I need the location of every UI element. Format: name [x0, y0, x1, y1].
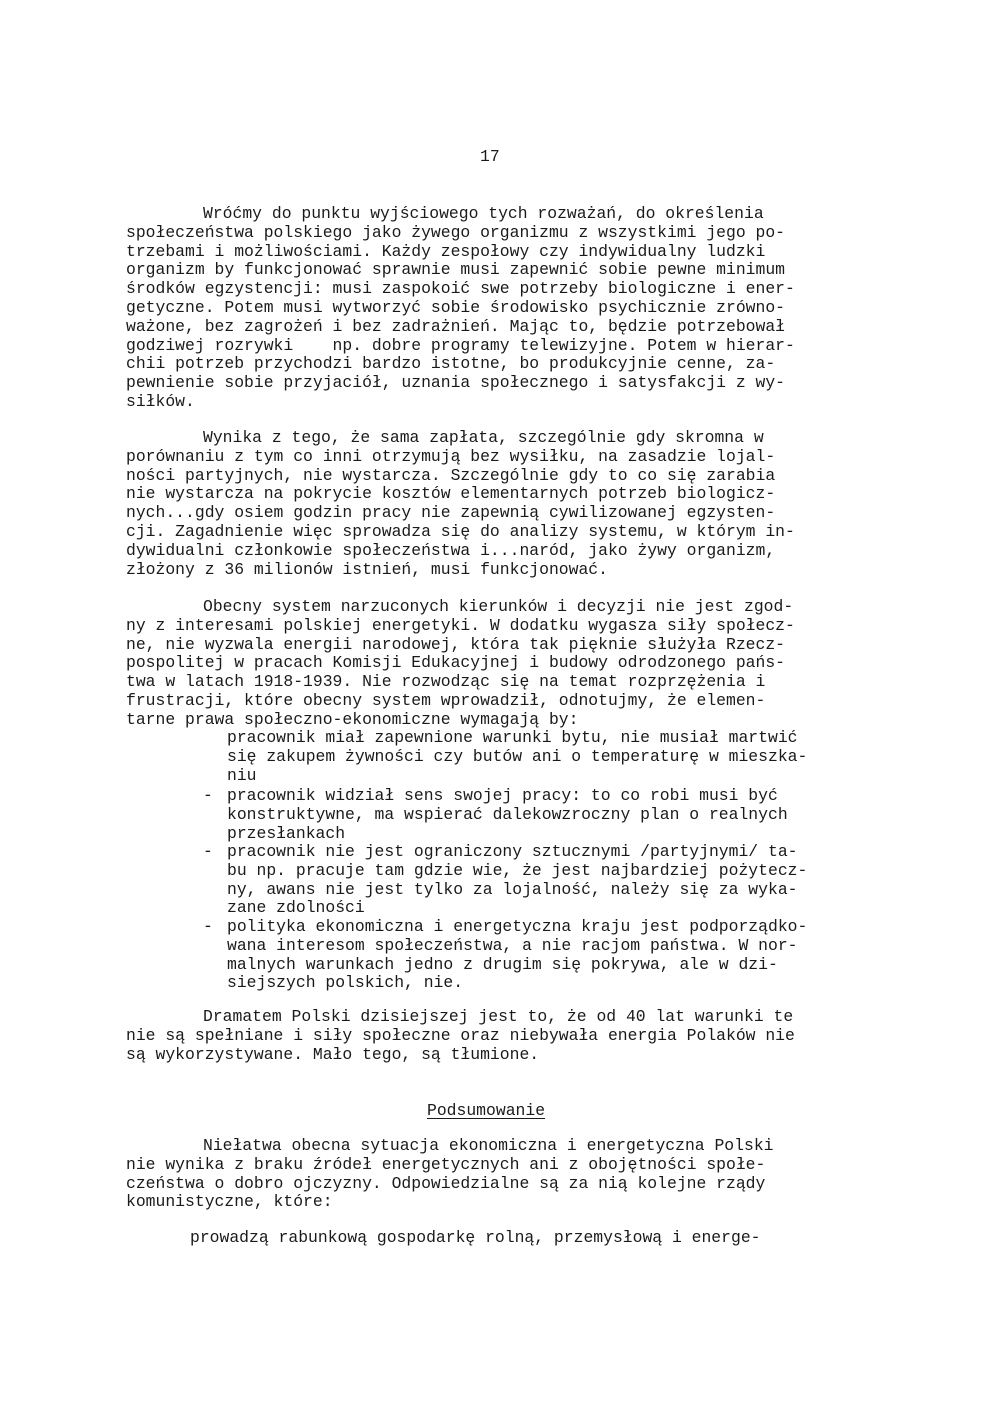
paragraph3-line: ny z interesami polskiej energetyki. W dodatku wygasza siły społecz-	[126, 615, 795, 635]
paragraph3-line: ne, nie wyzwala energii narodowej, która tak pięknie służyła Rzecz-	[126, 634, 786, 654]
list-item-line: bu np. pracuje tam gdzie wie, że jest najbardziej pożytecz-	[227, 860, 808, 880]
list-item-line: przesłankach	[227, 823, 346, 843]
paragraph2-line: ności partyjnych, nie wystarcza. Szczególnie gdy to co się zarabia	[126, 465, 776, 485]
list-item-line: siejszych polskich, nie.	[227, 973, 464, 993]
list-item-line: konstruktywne, ma wspierać dalekowzroczny plan o realnych	[227, 804, 788, 824]
paragraph5-line: Niełatwa obecna sytuacja ekonomiczna i energetyczna Polski	[203, 1136, 774, 1155]
paragraph1-line: siłków.	[126, 392, 195, 411]
list-item-line: polityka ekonomiczna i energetyczna kraju jest podporządko-	[227, 917, 808, 936]
paragraph2-line: dywidualni członkowie społeczeństwa i...naród, jako żywy organizm,	[126, 540, 776, 560]
list-bullet-dash: -	[203, 786, 213, 805]
paragraph5-line: nie wynika z braku źródeł energetycznych ani z obojętności społe-	[126, 1154, 766, 1174]
list-item-line: wana interesom społeczeństwa, a nie racjom państwa. W nor-	[227, 935, 798, 955]
paragraph1-line: ważone, bez zagrożeń i bez zadrażnień. Mając to, będzie potrzebował	[126, 316, 786, 336]
paragraph3-line: frustracji, które obecny system wprowadził, odnotujmy, że elemen-	[126, 691, 766, 710]
paragraph1-line: pewnienie sobie przyjaciół, uznania społecznego i satysfakcji z wy-	[126, 373, 786, 393]
paragraph6-line: prowadzą rabunkową gospodarkę rolną, przemysłową i energe-	[190, 1228, 761, 1247]
paragraph1-line: społeczeństwa polskiego jako żywego organizmu z wszystkimi jego po-	[126, 222, 786, 242]
page-number: 17	[480, 147, 500, 166]
paragraph1-line: godziwej rozrywki np. dobre programy telewizyjne. Potem w hierar-	[126, 335, 795, 355]
list-item-line: malnych warunkach jedno z drugim się pokrywa, ale w dzi-	[227, 954, 778, 974]
paragraph1-line: chii potrzeb przychodzi bardzo istotne, bo produkcyjnie cenne, za-	[126, 354, 776, 374]
list-bullet-dash: -	[203, 917, 213, 936]
paragraph2-line: cji. Zagadnienie więc sprowadza się do analizy systemu, w którym in-	[126, 522, 795, 541]
paragraph2-line: nie wystarcza na pokrycie kosztów elementarnych potrzeb biologicz-	[126, 484, 776, 504]
paragraph3-line: Obecny system narzuconych kierunków i decyzji nie jest zgod-	[203, 597, 794, 616]
paragraph2-line: Wynika z tego, że sama zapłata, szczególnie gdy skromna w	[203, 428, 764, 447]
list-item-line: się zakupem żywności czy butów ani o temperaturę w mieszka-	[227, 746, 808, 766]
list-bullet-dash: -	[203, 842, 213, 861]
paragraph5-line: komunistyczne, które:	[126, 1192, 333, 1212]
section-heading: Podsumowanie	[427, 1101, 546, 1120]
paragraph4-line: nie są spełniane i siły społeczne oraz niebywała energia Polaków nie	[126, 1025, 795, 1045]
list-item-line: ny, awans nie jest tylko za lojalność, należy się za wyka-	[227, 879, 798, 899]
list-item-line: niu	[227, 765, 257, 785]
paragraph2-line: złożony z 36 milionów istnień, musi funkcjonować.	[126, 559, 608, 579]
paragraph2-line: porównaniu z tym co inni otrzymują bez wysiłku, na zasadzie lojal-	[126, 446, 776, 466]
paragraph1-line: organizm by funkcjonować sprawnie musi zapewnić sobie pewne minimum	[126, 260, 786, 280]
list-item-line: pracownik nie jest ograniczony sztucznymi /partyjnymi/ ta-	[227, 842, 798, 861]
paragraph5-line: czeństwa o dobro ojczyzny. Odpowiedzialne są za nią kolejne rządy	[126, 1173, 766, 1193]
paragraph4-line: są wykorzystywane. Mało tego, są tłumione.	[126, 1044, 540, 1064]
paragraph3-line: twa w latach 1918-1939. Nie rozwodząc się na temat rozprzężenia i	[126, 672, 766, 692]
paragraph1-line: Wróćmy do punktu wyjściowego tych rozważań, do określenia	[203, 204, 764, 223]
list-item-line: pracownik miał zapewnione warunki bytu, nie musiał martwić	[227, 728, 798, 747]
paragraph3-line: tarne prawa społeczno-ekonomiczne wymagają by:	[126, 709, 579, 729]
paragraph1-line: getyczne. Potem musi wytworzyć sobie środowisko psychicznie zrówno-	[126, 298, 786, 317]
paragraph1-line: środków egzystencji: musi zaspokoić swe potrzeby biologiczne i ener-	[126, 279, 795, 299]
paragraph4-line: Dramatem Polski dzisiejszej jest to, że od 40 lat warunki te	[203, 1007, 794, 1026]
paragraph2-line: nych...gdy osiem godzin pracy nie zapewnią cywilizowanej egzysten-	[126, 503, 776, 523]
list-item-line: pracownik widział sens swojej pracy: to co robi musi być	[227, 786, 778, 805]
paragraph1-line: trzebami i możliwościami. Każdy zespołowy czy indywidualny ludzki	[126, 241, 766, 261]
list-item-line: zane zdolności	[227, 898, 365, 918]
paragraph3-line: pospolitej w pracach Komisji Edukacyjnej i budowy odrodzonego pańs-	[126, 653, 786, 673]
